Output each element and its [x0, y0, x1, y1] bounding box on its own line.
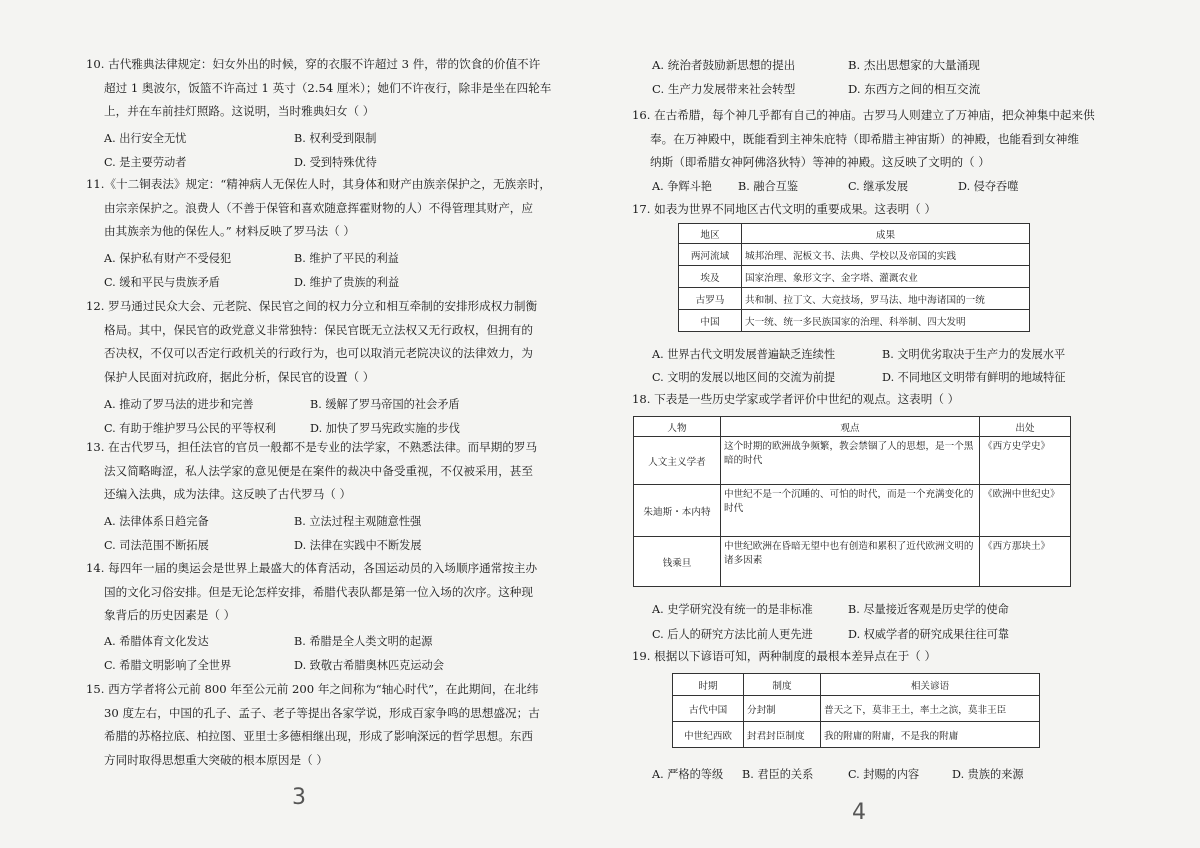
- question-13: [86, 436, 537, 507]
- question-10-line: 超过 1 奥波尔，饭篮不许高过 1 英寸（2.54 厘米）；她们不许夜行，除非是坐在四轮车: [104, 80, 552, 95]
- option-d[interactable]: D. 加快了罗马宪政实施的步伐: [310, 422, 460, 435]
- option-d[interactable]: D. 东西方之间的相互交流: [848, 82, 981, 96]
- option-c[interactable]: C. 封赐的内容: [848, 768, 920, 781]
- option-b[interactable]: B. 文明优劣取决于生产力的发展水平: [882, 348, 1066, 361]
- option-a[interactable]: A. 统治者鼓励新思想的提出: [652, 58, 796, 72]
- table-row: [634, 537, 1071, 587]
- question-12: [86, 295, 537, 389]
- table-cell: 《西方史学史》: [980, 437, 1071, 485]
- option-d[interactable]: D. 侵夺吞噬: [958, 180, 1019, 193]
- question-17: [632, 198, 936, 222]
- table-cell: 古罗马: [679, 288, 742, 310]
- option-b[interactable]: B. 权利受到限制: [294, 132, 377, 145]
- question-14-line: 国的文化习俗安排。但是无论怎样安排，希腊代表队都是第一位入场的次序。这种现: [104, 584, 533, 599]
- question-11-line: 由其族亲为他的保佐人。” 材料反映了罗马法（ ）: [104, 224, 355, 238]
- option-b[interactable]: B. 立法过程主观随意性强: [294, 515, 422, 528]
- table-cell: 国家治理、象形文字、金字塔、灌溉农业: [742, 266, 1030, 288]
- question-12-line: 保护人民面对抗政府，据此分析，保民官的设置（ ）: [104, 369, 375, 384]
- option-d[interactable]: D. 不同地区文明带有鲜明的地域特征: [882, 371, 1066, 384]
- table-cell: 大一统、统一多民族国家的治理、科举制、四大发明: [742, 310, 1030, 332]
- table-cell: 埃及: [679, 266, 742, 288]
- question-19: [632, 645, 936, 669]
- option-a[interactable]: A. 法律体系日趋完备: [104, 515, 209, 528]
- option-c[interactable]: C. 缓和平民与贵族矛盾: [104, 276, 220, 289]
- table-row: [679, 244, 1030, 266]
- achievements-table: [678, 223, 1030, 332]
- page-number: 4: [852, 800, 866, 825]
- question-19-stem: 19. 根据以下谚语可知，两种制度的最根本差异点在于（ ）: [632, 649, 937, 663]
- table-cell: 这个时期的欧洲战争频繁，教会禁锢了人的思想，是一个黑暗的时代: [721, 437, 980, 485]
- table-row: [679, 288, 1030, 310]
- question-13-line: 法又简略晦涩，私人法学家的意见便是在案件的裁决中备受重视，不仅被采用，甚至: [104, 463, 533, 478]
- option-d[interactable]: D. 维护了贵族的利益: [294, 276, 400, 289]
- table-cell: 封君封臣制度: [744, 722, 821, 748]
- views-table: [633, 416, 1071, 587]
- table-cell: 共和制、拉丁文、大竞技场，罗马法、地中海诸国的一统: [742, 288, 1030, 310]
- option-a[interactable]: A. 严格的等级: [652, 768, 724, 781]
- option-c[interactable]: C. 有助于维护罗马公民的平等权利: [104, 422, 276, 435]
- question-11: [86, 173, 551, 244]
- table-cell: 朱迪斯・本内特: [634, 485, 721, 537]
- table-cell: 古代中国: [673, 696, 744, 722]
- question-12-line: 12. 罗马通过民众大会、元老院、保民官之间的权力分立和相互牵制的安排形成权力制衡: [86, 299, 538, 313]
- question-16-line: 纳斯（即希腊女神阿佛洛狄特）等神的神殿。这反映了文明的（ ）: [650, 155, 990, 169]
- option-c[interactable]: C. 生产力发展带来社会转型: [652, 82, 796, 96]
- table-row: [679, 310, 1030, 332]
- option-b[interactable]: B. 维护了平民的利益: [294, 252, 399, 265]
- question-12-line: 否决权，不仅可以否定行政机关的行政行为，也可以取消元老院决议的法律效力，为: [104, 346, 533, 360]
- table-cell: 两河流域: [679, 244, 742, 266]
- question-13-line: 13. 在古代罗马，担任法官的官员一般都不是专业的法学家，不熟悉法律。而早期的罗马: [86, 440, 538, 454]
- table-cell: 城邦治理、泥板文书、法典、学校以及帝国的实践: [742, 244, 1030, 266]
- question-14: [86, 557, 537, 628]
- systems-table: [672, 673, 1040, 748]
- question-17-stem: 17. 如表为世界不同地区古代文明的重要成果。这表明（ ）: [632, 202, 937, 216]
- table-header: 出处: [980, 417, 1071, 437]
- option-b[interactable]: B. 希腊是全人类文明的起源: [294, 635, 433, 648]
- option-b[interactable]: B. 融合互鉴: [738, 180, 799, 193]
- option-b[interactable]: B. 杰出思想家的大量涌现: [848, 58, 980, 72]
- table-cell: 人文主义学者: [634, 437, 721, 485]
- right-page: [600, 0, 1200, 848]
- table-row: [634, 437, 1071, 485]
- option-d[interactable]: D. 法律在实践中不断发展: [294, 539, 422, 552]
- question-11-line: 11.《十二铜表法》规定：“精神病人无保佐人时，其身体和财产由族亲保护之，无族亲时，: [86, 177, 551, 191]
- page-number: 3: [292, 785, 306, 810]
- table-row: [679, 266, 1030, 288]
- table-header: 时期: [673, 674, 744, 696]
- question-15: [86, 678, 540, 772]
- table-cell: 中世纪不是一个沉睡的、可怕的时代，而是一个充满变化的时代: [721, 485, 980, 537]
- option-a[interactable]: A. 希腊体育文化发达: [104, 635, 209, 648]
- question-11-line: 由宗亲保护之。浪费人（不善于保管和喜欢随意挥霍财物的人）不得管理其财产，应: [104, 200, 533, 215]
- option-b[interactable]: B. 尽量接近客观是历史学的使命: [848, 603, 1009, 616]
- option-a[interactable]: A. 史学研究没有统一的是非标准: [652, 603, 813, 616]
- table-cell: 中国: [679, 310, 742, 332]
- question-15-line: 方同时取得思想重大突破的根本原因是（ ）: [104, 752, 328, 767]
- table-header: 地区: [679, 224, 742, 244]
- question-16-line: 奉。在万神殿中，既能看到主神朱庇特（即希腊主神宙斯）的神殿，也能看到女神维: [650, 131, 1079, 146]
- table-cell: 钱乘旦: [634, 537, 721, 587]
- table-cell: 普天之下，莫非王土，率土之滨，莫非王臣: [821, 696, 1040, 722]
- option-d[interactable]: D. 权威学者的研究成果往往可靠: [848, 628, 1010, 641]
- option-b[interactable]: B. 缓解了罗马帝国的社会矛盾: [310, 398, 460, 411]
- option-c[interactable]: C. 继承发展: [848, 180, 909, 193]
- question-16: [632, 104, 1095, 175]
- question-16-line: 16. 在古希腊，每个神几乎都有自己的神庙。古罗马人则建立了万神庙，把众神集中起来供: [632, 108, 1095, 122]
- question-13-line: 还编入法典，成为法律。这反映了古代罗马（ ）: [104, 487, 352, 501]
- question-15-line: 30 度左右，中国的孔子、孟子、老子等提出各家学说，形成百家争鸣的思想盛况；古: [104, 705, 540, 720]
- question-18-stem: 18. 下表是一些历史学家或学者评价中世纪的观点。这表明（ ）: [632, 392, 960, 406]
- table-header: 观点: [721, 417, 980, 437]
- option-a[interactable]: A. 世界古代文明发展普遍缺乏连续性: [652, 348, 836, 361]
- question-12-line: 格局。其中，保民官的政党意义非常独特：保民官既无立法权又无行政权，但拥有的: [104, 322, 533, 337]
- table-cell: 《西方那块土》: [980, 537, 1071, 587]
- table-header: 人物: [634, 417, 721, 437]
- option-c[interactable]: C. 后人的研究方法比前人更先进: [652, 628, 813, 641]
- table-cell: 分封制: [744, 696, 821, 722]
- option-b[interactable]: B. 君臣的关系: [742, 768, 814, 781]
- table-header: 制度: [744, 674, 821, 696]
- option-d[interactable]: D. 贵族的来源: [952, 768, 1024, 781]
- table-cell: 中世纪西欧: [673, 722, 744, 748]
- option-d[interactable]: D. 受到特殊优待: [294, 156, 377, 169]
- option-a[interactable]: A. 争辉斗艳: [652, 180, 712, 193]
- question-10: [86, 53, 551, 124]
- table-cell: 我的附庸的附庸，不是我的附庸: [821, 722, 1040, 748]
- table-header: 成果: [742, 224, 1030, 244]
- option-a[interactable]: A. 推动了罗马法的进步和完善: [104, 398, 254, 411]
- question-10-line: 上，并在车前挂灯照路。这说明，当时雅典妇女（ ）: [104, 104, 375, 118]
- table-header: 相关谚语: [821, 674, 1040, 696]
- table-row: [634, 485, 1071, 537]
- table-row: [673, 722, 1040, 748]
- question-10-line: 10. 古代雅典法律规定：妇女外出的时候，穿的衣服不许超过 3 件，带的饮食的价值不许: [86, 57, 541, 71]
- option-c[interactable]: C. 希腊文明影响了全世界: [104, 659, 232, 672]
- option-c[interactable]: C. 司法范围不断拓展: [104, 539, 209, 552]
- question-14-line: 象背后的历史因素是（ ）: [104, 608, 236, 622]
- option-c[interactable]: C. 是主要劳动者: [104, 156, 187, 169]
- option-a[interactable]: A. 出行安全无忧: [104, 132, 187, 145]
- table-cell: 中世纪欧洲在昏暗无望中也有创造和累积了近代欧洲文明的诸多因素: [721, 537, 980, 587]
- table-cell: 《欧洲中世纪史》: [980, 485, 1071, 537]
- option-c[interactable]: C. 文明的发展以地区间的交流为前提: [652, 371, 836, 384]
- option-a[interactable]: A. 保护私有财产不受侵犯: [104, 252, 232, 265]
- question-15-line: 15. 西方学者将公元前 800 年至公元前 200 年之间称为“轴心时代”，在此期间，在北纬: [86, 682, 539, 696]
- question-14-line: 14. 每四年一届的奥运会是世界上最盛大的体育活动，各国运动员的入场顺序通常按主办: [86, 561, 538, 575]
- question-15-line: 希腊的苏格拉底、柏拉图、亚里士多德相继出现，形成了影响深远的哲学思想。东西: [104, 729, 533, 743]
- table-row: [673, 696, 1040, 722]
- question-18: [632, 388, 959, 412]
- option-d[interactable]: D. 致敬古希腊奥林匹克运动会: [294, 659, 444, 672]
